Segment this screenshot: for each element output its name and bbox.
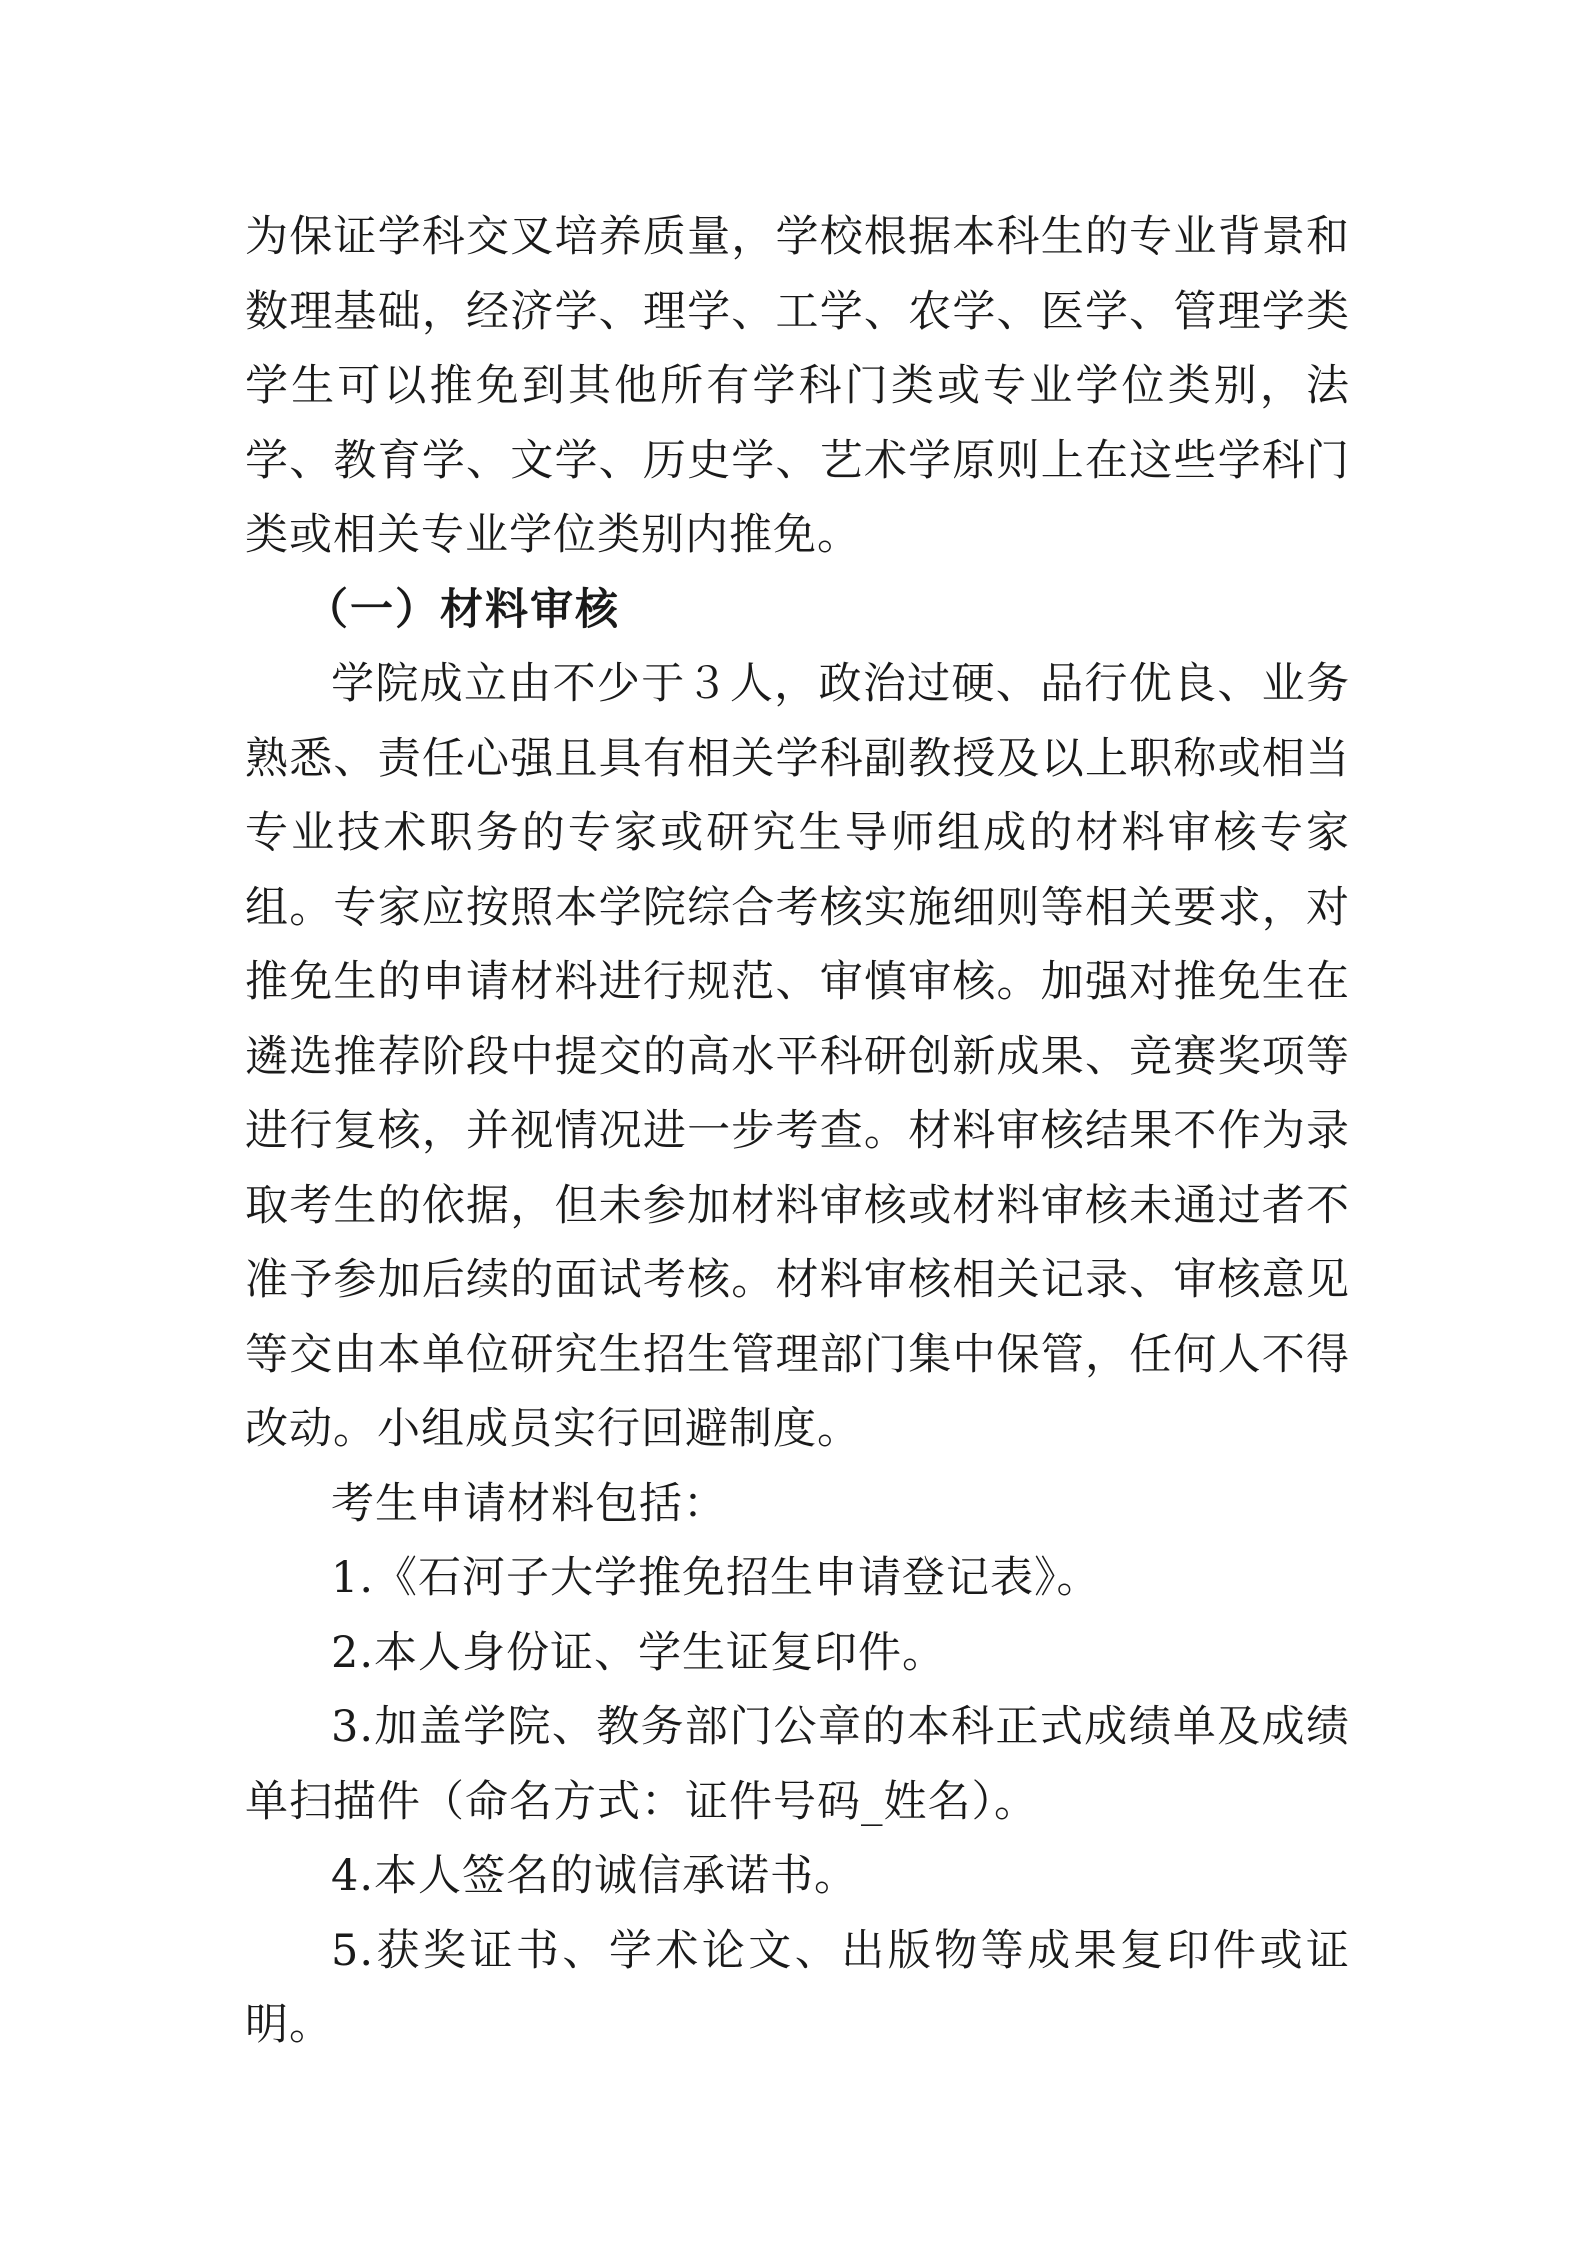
section-paragraph: 学院成立由不少于３人，政治过硬、品行优良、业务熟悉、责任心强且具有相关学科副教授及以上职称或相当专业技术职务的专家或研究生导师组成的材料审核专家组。专家应按照本学院综合考核实施细则等相关要求，对推免生的申请材料进行规范、审慎审核。加强对推免生在遴选推荐阶段中提交的高水平科研创新成果、竞赛奖项等进行复核，并视情况进一步考查。材料审核结果不作为录取考生的依据，但未参加材料审核或材料审核未通过者不准予参加后续的面试考核。材料审核相关记录、审核意见等交由本单位研究生招生管理部门集中保管，任何人不得改动。小组成员实行回避制度。 (245, 659, 1350, 1454)
materials-item-3: 3.加盖学院、教务部门公章的本科正式成绩单及成绩单扫描件（命名方式：证件号码_姓名）。 (245, 1702, 1350, 1827)
materials-item-4: 4.本人签名的诚信承诺书。 (331, 1851, 859, 1901)
materials-item-1: 1.《石河子大学推免招生申请登记表》。 (331, 1553, 1101, 1603)
document-page (245, 200, 1350, 2063)
materials-item-5: 5.获奖证书、学术论文、出版物等成果复印件或证明。 (245, 1925, 1350, 2050)
materials-intro: 考生申请材料包括： (331, 1478, 727, 1529)
section-heading: （一）材料审核 (305, 584, 620, 635)
materials-item-2: 2.本人身份证、学生证复印件。 (331, 1627, 947, 1678)
intro-paragraph: 为保证学科交叉培养质量，学校根据本科生的专业背景和数理基础，经济学、理学、工学、农学、医学、管理学类学生可以推免到其他所有学科门类或专业学位类别，法学、教育学、文学、历史学、艺术学原则上在这些学科门类或相关专业学位类别内推免。 (245, 212, 1350, 560)
